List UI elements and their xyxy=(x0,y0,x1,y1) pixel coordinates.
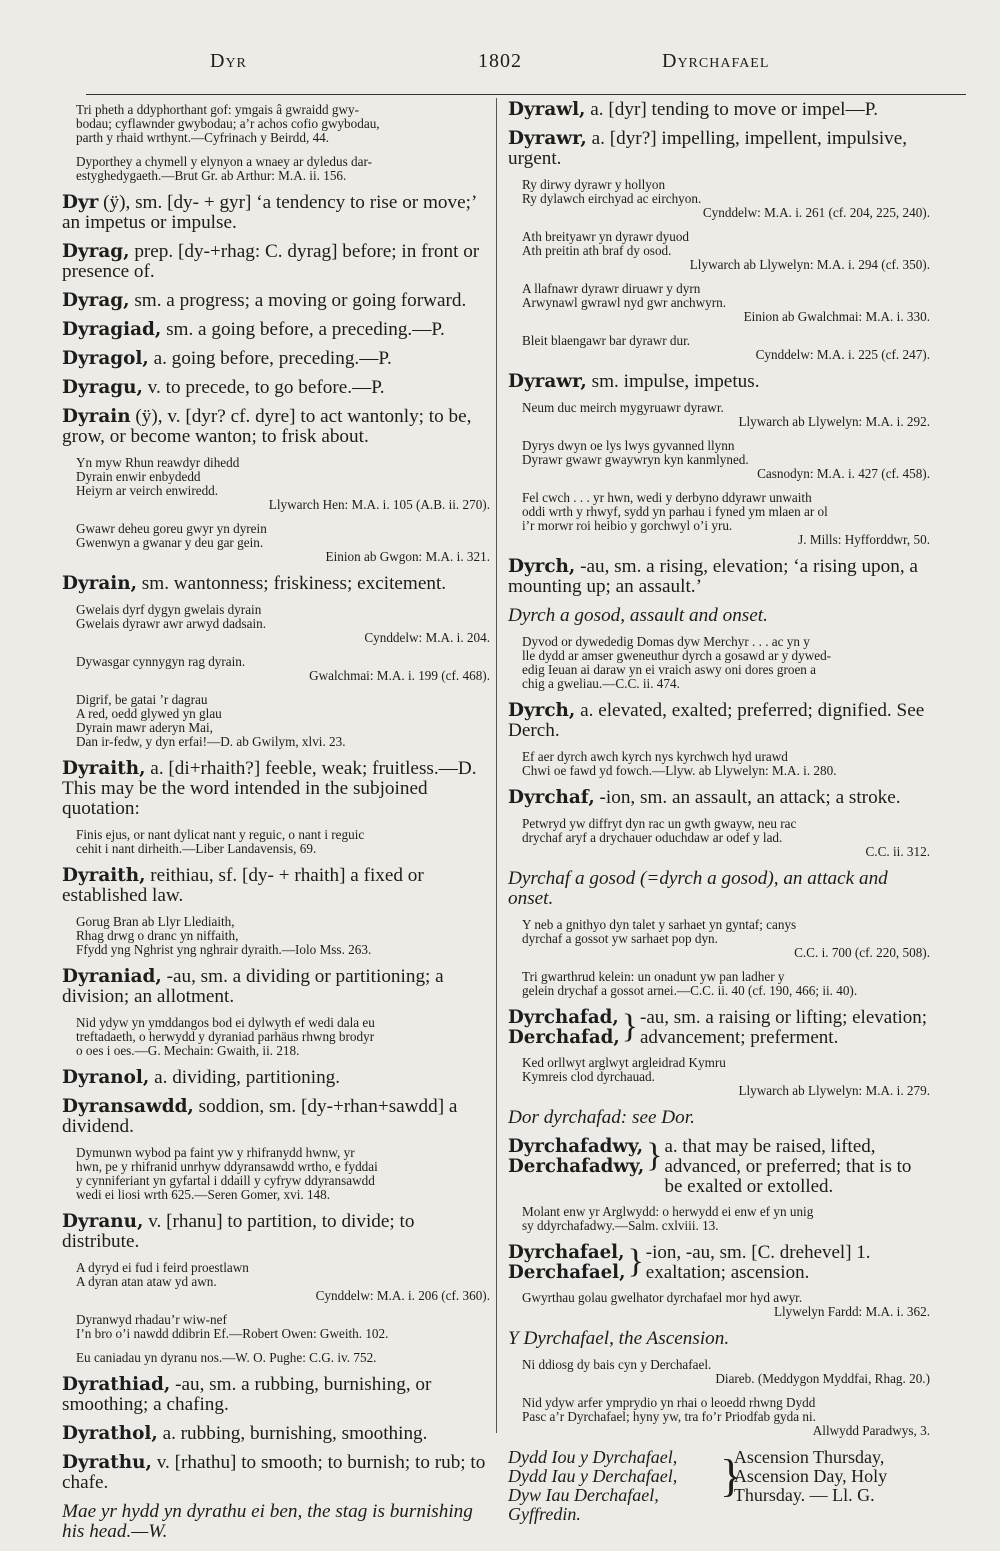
quotation-line: I’n bro o’i nawdd ddibrin Ef.—Robert Owen: Gweith. 102. xyxy=(76,1326,389,1341)
quotation xyxy=(76,456,490,512)
headword: Dyrawr, xyxy=(508,371,587,392)
headword: Dyrag, xyxy=(62,241,130,262)
ascension-table xyxy=(508,1448,930,1524)
quotation-line: Ry dirwy dyrawr y hollyon xyxy=(522,177,666,192)
ascension-english-line: Ascension Day, Holy xyxy=(733,1466,888,1486)
headword: Dyranol, xyxy=(62,1067,150,1088)
quotation-line: edig Ieuan ai daraw yn ei vraich aswy oni dores groen a xyxy=(522,662,817,677)
quotation-line: Ry dylawch eirchyad ac eirchyon. xyxy=(522,191,702,206)
headword: Dyragu, xyxy=(62,377,143,398)
quotation-line: drychaf aryf a drychauer oduchdaw ar odef y lad. xyxy=(522,830,783,845)
quotation-source: C.C. ii. 312. xyxy=(865,844,930,859)
quotation-line: cehit i nant dirheith.—Liber Landavensis, 69. xyxy=(76,841,317,856)
ascension-welsh-line: Dydd Iou y Dyrchafael, xyxy=(508,1447,678,1467)
paired-entry xyxy=(508,1137,930,1197)
dictionary-entry xyxy=(508,606,930,626)
quotation xyxy=(522,817,930,859)
ascension-welsh xyxy=(508,1448,720,1524)
dictionary-entry xyxy=(62,574,490,594)
definition: Dyrchaf a gosod (=dyrch a gosod), an attack and onset. xyxy=(508,868,888,909)
quotation-line: sy ddyrchafadwy.—Salm. cxlviii. 13. xyxy=(522,1218,719,1233)
quotation xyxy=(522,970,930,998)
quotation-line: Gwyrthau golau gwelhator dyrchafael mor hyd awyr. xyxy=(522,1290,803,1305)
paired-entry xyxy=(508,1243,930,1283)
definition: -au, sm. a rising, elevation; ‘a rising upon, a mounting up; an assault.’ xyxy=(508,556,918,597)
definition: -ion, -au, sm. [C. drehevel] 1. exaltation; ascension. xyxy=(645,1242,871,1283)
ascension-welsh-line: Dydd Iau y Derchafael, xyxy=(508,1466,678,1486)
quotation-line: A dyran atan ataw yd awn. xyxy=(76,1274,217,1289)
quotation xyxy=(522,1291,930,1319)
quotation-source: Cynddelw: M.A. i. 261 (cf. 204, 225, 240). xyxy=(702,205,930,220)
headword: Dyr xyxy=(62,192,99,213)
quotation xyxy=(522,1396,930,1438)
headword: Dyrain, xyxy=(62,573,137,594)
dictionary-entry xyxy=(62,291,490,311)
definition: prep. [dy-+rhag: C. dyrag] before; in front or presence of. xyxy=(62,241,480,282)
quotation-line: Ath breityawr yn dyrawr dyuod xyxy=(522,229,690,244)
quotation-line: Dyrawr gwawr gwaywryn kyn kanmlyned. xyxy=(522,452,749,467)
headword: Dyrathiad, xyxy=(62,1374,171,1395)
dictionary-entry xyxy=(62,1375,490,1415)
dictionary-entry xyxy=(508,129,930,169)
quotation-line: Molant enw yr Arglwydd: o herwydd ei enw ef yn unig xyxy=(522,1204,814,1219)
brace-symbol: } xyxy=(646,1137,663,1174)
quotation-line: Nid ydyw arfer ymprydio yn rhai o leoedd rhwng Dydd xyxy=(522,1395,816,1410)
definition: a. [dyr] tending to move or impel—P. xyxy=(585,99,879,120)
quotation-source: Cynddelw: M.A. i. 204. xyxy=(364,630,490,645)
quotation-source: Einion ab Gwalchmai: M.A. i. 330. xyxy=(743,309,930,324)
headword: Dyrch, xyxy=(508,700,576,721)
quotation-line: A red, oedd glywed yn glau xyxy=(76,706,222,721)
quotation-line: o oes i oes.—G. Mechain: Gwaith, ii. 218. xyxy=(76,1043,300,1058)
headword-pair xyxy=(508,1137,644,1177)
quotation xyxy=(522,635,930,691)
quotation-line: hwn, pe y rhifranid unrhyw ddyransawdd wrtho, e fyddai xyxy=(76,1159,378,1174)
headword: Dyrchafad, xyxy=(508,1007,619,1028)
quotation-line: Tri gwarthrud kelein: un onadunt yw pan ladher y xyxy=(522,969,785,984)
ascension-english-line: Ascension Thursday, xyxy=(733,1447,885,1467)
headword: Dyrathol, xyxy=(62,1423,158,1444)
quotation-line: i’r morwr roi heibio y gorchwyl o’i yru. xyxy=(522,518,733,533)
quotation-source: Llywarch ab Llywelyn: M.A. i. 292. xyxy=(738,414,930,429)
quotation-line: Yn myw Rhun reawdyr dihedd xyxy=(76,455,240,470)
page-number: 1802 xyxy=(478,50,522,72)
definition: a. [dyr?] impelling, impellent, impulsive, urgent. xyxy=(508,128,908,169)
headword: Dyrchafael, xyxy=(508,1242,625,1263)
headword: Derchafadwy, xyxy=(508,1156,645,1177)
definition: a. going before, preceding.—P. xyxy=(148,348,392,369)
column-divider xyxy=(496,98,497,1433)
quotation-line: Digrif, be gatai ’r dagrau xyxy=(76,692,208,707)
quotation-line: Neum duc meirch mygyruawr dyrawr. xyxy=(522,400,724,415)
headword: Dyrain xyxy=(62,406,131,427)
quotation-line: Ef aer dyrch awch kyrch nys kyrchwch hyd urawd xyxy=(522,749,788,764)
dictionary-entry xyxy=(508,100,930,120)
dictionary-entry xyxy=(62,349,490,369)
definition: a. rubbing, burnishing, smoothing. xyxy=(157,1423,428,1444)
quotation-line: Dywasgar cynnygyn rag dyrain. xyxy=(76,654,246,669)
header-right-word: Dyrchafael xyxy=(662,50,770,72)
quotation-line: Finis ejus, or nant dylicat nant y reguic, o nant i reguic xyxy=(76,827,365,842)
quotation-source: Llywelyn Fardd: M.A. i. 362. xyxy=(773,1304,930,1319)
quotation-line: wedi ei liosi wrth 625.—Seren Gomer, xvi. 148. xyxy=(76,1187,331,1202)
dictionary-entry xyxy=(62,1453,490,1493)
header-rule xyxy=(86,94,966,95)
quotation xyxy=(522,230,930,272)
running-head xyxy=(80,50,950,80)
dictionary-entry xyxy=(62,1424,490,1444)
definition: -au, sm. a dividing or partitioning; a division; an allotment. xyxy=(62,966,444,1007)
quotation-line: Heiyrn ar veirch enwiredd. xyxy=(76,483,219,498)
quotation-line: lle dydd ar amser gweneuthur dyrch a gosawd ar y dywed- xyxy=(522,648,832,663)
headword: Dyransawdd, xyxy=(62,1096,194,1117)
quotation-source: Llywarch Hen: M.A. i. 105 (A.B. ii. 270). xyxy=(268,497,490,512)
ascension-english-line: Thursday. — Ll. G. xyxy=(733,1485,875,1505)
headword: Dyraith, xyxy=(62,865,146,886)
dictionary-entry xyxy=(508,869,930,909)
quotation-line: Nid ydyw yn ymddangos bod ei dylwyth ef wedi dala eu xyxy=(76,1015,375,1030)
headword: Dyragol, xyxy=(62,348,149,369)
quotation xyxy=(76,1351,490,1365)
left-column xyxy=(62,100,490,1551)
definition: -ion, sm. an assault, an attack; a stroke. xyxy=(594,787,901,808)
quotation-line: Dyrain enwir enbydedd xyxy=(76,469,201,484)
headword-pair xyxy=(508,1243,625,1283)
quotation xyxy=(522,282,930,324)
quotation-line: Gwenwyn a gwanar y deu gar gein. xyxy=(76,535,264,550)
definition: Dor dyrchafad: see Dor. xyxy=(508,1107,695,1128)
definition: (ÿ), sm. [dy- + gyr] ‘a tendency to rise or move;’ an impetus or impulse. xyxy=(62,192,476,233)
definition: reithiau, sf. [dy- + rhaith] a fixed or established law. xyxy=(62,865,424,906)
quotation xyxy=(76,1146,490,1202)
quotation-source: J. Mills: Hyfforddwr, 50. xyxy=(798,532,930,547)
quotation-line: y cynniferiant yn gyfartal i ddaill y cyfryw ddyransawdd xyxy=(76,1173,375,1188)
definition: v. to precede, to go before.—P. xyxy=(142,377,385,398)
dictionary-entry xyxy=(508,701,930,741)
quotation xyxy=(522,491,930,547)
headword: Dyrchafadwy, xyxy=(508,1136,644,1157)
quotation-source: C.C. i. 700 (cf. 220, 508). xyxy=(794,945,930,960)
dictionary-entry xyxy=(508,1108,930,1128)
quotation-line: Ni ddiosg dy bais cyn y Derchafael. xyxy=(522,1357,712,1372)
headword: Derchafael, xyxy=(508,1262,626,1283)
dictionary-entry xyxy=(62,1502,490,1542)
quotation-line: parth y rhaid wrthynt.—Cyfrinach y Beirdd, 44. xyxy=(76,130,330,145)
quotation-line: Eu caniadau yn dyranu nos.—W. O. Pughe: C.G. iv. 752. xyxy=(76,1350,377,1365)
quotation xyxy=(76,828,490,856)
quotation-line: Tri pheth a ddyphorthant gof: ymgais â gwraidd gwy- xyxy=(76,102,360,117)
quotation-line: Fel cwch . . . yr hwn, wedi y derbyno ddyrawr unwaith xyxy=(522,490,812,505)
quotation-line: treftadaeth, o herwydd y dyraniad parhäus rhwng brodyr xyxy=(76,1029,375,1044)
definition: a. elevated, exalted; preferred; dignified. See Derch. xyxy=(508,700,925,741)
quotation-line: Gwelais dyrawr awr arwyd dadsain. xyxy=(76,616,267,631)
dictionary-entry xyxy=(62,242,490,282)
dictionary-entry xyxy=(508,1329,930,1349)
headword: Dyrchaf, xyxy=(508,787,595,808)
headword: Dyragiad, xyxy=(62,319,162,340)
quotation xyxy=(76,1261,490,1303)
quotation xyxy=(522,334,930,362)
quotation-line: A dyryd ei fud i feird proestlawn xyxy=(76,1260,249,1275)
definition: Mae yr hydd yn dyrathu ei ben, the stag is burnishing his head.—W. xyxy=(62,1501,473,1542)
quotation xyxy=(522,401,930,429)
quotation-line: Gwelais dyrf dygyn gwelais dyrain xyxy=(76,602,262,617)
dictionary-entry xyxy=(62,320,490,340)
quotation-source: Cynddelw: M.A. i. 225 (cf. 247). xyxy=(755,347,930,362)
quotation-source: Llywarch ab Llywelyn: M.A. i. 279. xyxy=(738,1083,930,1098)
quotation xyxy=(522,750,930,778)
quotation-line: Dyporthey a chymell y elynyon a wnaey ar dyledus dar- xyxy=(76,154,372,169)
definition: a. [di+rhaith?] feeble, weak; fruitless.—D. This may be the word intended in the subjoined quotation: xyxy=(62,758,477,819)
headword: Dyrawr, xyxy=(508,128,587,149)
quotation xyxy=(522,178,930,220)
dictionary-entry xyxy=(62,1068,490,1088)
quotation-line: Rhag drwg o dranc yn niffaith, xyxy=(76,928,239,943)
headword: Dyrathu, xyxy=(62,1452,152,1473)
ascension-english xyxy=(734,1448,930,1524)
quotation-line: oddi wrth y rhwyf, sydd yn parhau i fyned ym mlaen ar ol xyxy=(522,504,828,519)
quotation-line: Kymreis clod dyrchauad. xyxy=(522,1069,655,1084)
headword: Dyraith, xyxy=(62,758,146,779)
dictionary-entry xyxy=(62,1097,490,1137)
quotation xyxy=(76,603,490,645)
headword: Dyraniad, xyxy=(62,966,162,987)
quotation xyxy=(76,103,490,145)
quotation xyxy=(76,693,490,749)
headword: Derchafad, xyxy=(508,1027,620,1048)
quotation-line: Petwryd yw diffryt dyn rac un gwth gwayw, neu rac xyxy=(522,816,797,831)
quotation-line: Dyvod or dywededig Domas dyw Merchyr . . . ac yn y xyxy=(522,634,810,649)
quotation xyxy=(76,655,490,683)
dictionary-entry xyxy=(62,407,490,447)
quotation-line: A llafnawr dyrawr diruawr y dyrn xyxy=(522,281,701,296)
quotation-line: Ath preitin ath braf dy osod. xyxy=(522,243,672,258)
paired-entry xyxy=(508,1008,930,1048)
quotation-source: Cynddelw: M.A. i. 206 (cf. 360). xyxy=(315,1288,490,1303)
quotation-line: Chwi oe fawd yd fowch.—Llyw. ab Llywelyn: M.A. i. 280. xyxy=(522,763,837,778)
quotation xyxy=(76,1016,490,1058)
headword-pair xyxy=(508,1008,620,1048)
dictionary-entry xyxy=(508,372,930,392)
quotation xyxy=(76,1313,490,1341)
quotation-line: dyrchaf a gossot yw sarhaet pop dyn. xyxy=(522,931,718,946)
quotation-source: Diareb. (Meddygon Myddfai, Rhag. 20.) xyxy=(715,1371,930,1386)
quotation-source: Allwydd Paradwys, 3. xyxy=(812,1423,930,1438)
definition: v. [rhanu] to partition, to divide; to distribute. xyxy=(62,1211,415,1252)
quotation-line: bodau; cyflawnder gwybodau; a’r achos cofio gwybodau, xyxy=(76,116,380,131)
quotation xyxy=(522,1358,930,1386)
header-left-word: Dyr xyxy=(210,50,247,72)
quotation-line: Y neb a gnithyo dyn talet y sarhaet yn gyntaf; canys xyxy=(522,917,797,932)
definition: a. that may be raised, lifted, advanced, or preferred; that is to be exalted or extolled. xyxy=(664,1136,912,1197)
ascension-brace: } xyxy=(719,1450,742,1501)
quotation xyxy=(76,522,490,564)
quotation-line: Arwynawl gwrawl nyd gwr anchwyrn. xyxy=(522,295,726,310)
definition: soddion, sm. [dy-+rhan+sawdd] a dividend. xyxy=(62,1096,458,1137)
definition: Dyrch a gosod, assault and onset. xyxy=(508,605,768,626)
quotation-source: Gwalchmai: M.A. i. 199 (cf. 468). xyxy=(309,668,490,683)
dictionary-entry xyxy=(508,557,930,597)
dictionary-entry xyxy=(62,378,490,398)
dictionary-entry xyxy=(62,967,490,1007)
quotation-line: Dyranwyd rhadau’r wiw-nef xyxy=(76,1312,227,1327)
headword: Dyrch, xyxy=(508,556,576,577)
definition: sm. impulse, impetus. xyxy=(586,371,760,392)
brace-symbol: } xyxy=(627,1243,644,1280)
definition: v. [rhathu] to smooth; to burnish; to rub; to chafe. xyxy=(62,1452,486,1493)
definition: -au, sm. a rubbing, burnishing, or smoothing; a chafing. xyxy=(62,1374,432,1415)
ascension-welsh-line: Gyffredin. xyxy=(508,1504,581,1524)
definition: sm. a progress; a moving or going forward. xyxy=(129,290,467,311)
quotation-line: Gorug Bran ab Llyr Llediaith, xyxy=(76,914,235,929)
dictionary-entry xyxy=(62,1212,490,1252)
definition: -au, sm. a raising or lifting; elevation; advancement; preferment. xyxy=(640,1007,928,1048)
ascension-welsh-line: Dyw Iau Derchafael, xyxy=(508,1485,659,1505)
definition: sm. wantonness; friskiness; excitement. xyxy=(137,573,447,594)
quotation-line: Dymunwn wybod pa faint yw y rhifranydd hwnw, yr xyxy=(76,1145,355,1160)
quotation-line: Dan ir-fedw, y dyn erfai!—D. ab Gwilym, xlvi. 23. xyxy=(76,734,346,749)
quotation-line: Ffydd yng Nghrist yng nghrair dyraith.—Iolo Mss. 263. xyxy=(76,942,372,957)
quotation-line: Dyrys dwyn oe lys lwys gyvanned llynn xyxy=(522,438,735,453)
quotation-source: Llywarch ab Llywelyn: M.A. i. 294 (cf. 350). xyxy=(689,257,930,272)
quotation-line: Dyrain mawr aderyn Mai, xyxy=(76,720,213,735)
definition: Y Dyrchafael, the Ascension. xyxy=(508,1328,730,1349)
quotation-source: Casnodyn: M.A. i. 427 (cf. 458). xyxy=(757,466,930,481)
right-column xyxy=(508,100,930,1524)
quotation-line: Gwawr deheu goreu gwyr yn dyrein xyxy=(76,521,267,536)
dictionary-entry xyxy=(508,788,930,808)
definition: sm. a going before, a preceding.—P. xyxy=(161,319,445,340)
quotation xyxy=(522,439,930,481)
brace-symbol: } xyxy=(621,1008,638,1045)
quotation xyxy=(522,918,930,960)
dictionary-entry xyxy=(62,759,490,819)
quotation-line: gelein drychaf a gossot arnei.—C.C. ii. 40 (cf. 190, 466; ii. 40). xyxy=(522,983,858,998)
quotation-line: Ked orllwyt arglwyt argleidrad Kymru xyxy=(522,1055,726,1070)
quotation-source: Einion ab Gwgon: M.A. i. 321. xyxy=(325,549,490,564)
headword: Dyranu, xyxy=(62,1211,144,1232)
quotation xyxy=(522,1205,930,1233)
quotation-line: Bleit blaengawr bar dyrawr dur. xyxy=(522,333,691,348)
quotation-line: chig a gweliau.—C.C. ii. 474. xyxy=(522,676,680,691)
quotation-line: Pasc a’r Dyrchafael; hyny yw, tra fo’r Priodfab gyda ni. xyxy=(522,1409,816,1424)
definition: a. dividing, partitioning. xyxy=(149,1067,341,1088)
quotation xyxy=(76,915,490,957)
quotation-line: estyghedygaeth.—Brut Gr. ab Arthur: M.A. ii. 156. xyxy=(76,168,347,183)
headword: Dyrag, xyxy=(62,290,130,311)
quotation xyxy=(76,155,490,183)
headword: Dyrawl, xyxy=(508,99,586,120)
dictionary-entry xyxy=(62,866,490,906)
definition: (ÿ), v. [dyr? cf. dyre] to act wantonly; to be, grow, or become wanton; to frisk about. xyxy=(62,406,472,447)
quotation xyxy=(522,1056,930,1098)
dictionary-entry xyxy=(62,193,490,233)
